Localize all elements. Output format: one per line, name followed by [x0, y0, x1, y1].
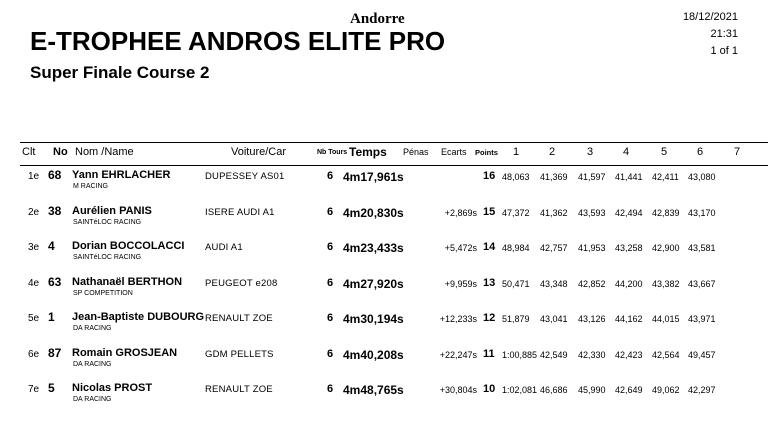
header-top-rule	[20, 142, 768, 143]
gap-to-leader: +12,233s	[439, 314, 477, 324]
car-model: AUDI A1	[205, 242, 243, 253]
points: 16	[483, 170, 496, 182]
lap-time-5: 43,382	[652, 278, 680, 289]
col-pens: Pénas	[403, 147, 429, 157]
total-time: 4m30,194s	[343, 312, 404, 326]
car-number: 5	[48, 381, 55, 395]
lap-time-3: 42,852	[578, 278, 606, 289]
session-subtitle: Super Finale Course 2	[30, 63, 210, 82]
points: 13	[483, 276, 496, 289]
lap-time-4: 44,200	[615, 278, 643, 289]
result-row	[0, 274, 768, 308]
lap-time-4: 42,423	[615, 349, 643, 360]
position: 5e	[28, 313, 40, 324]
car-model: GDM PELLETS	[205, 348, 274, 360]
driver-name: Romain GROSJEAN	[72, 346, 178, 359]
lap-time-1: 51,879	[502, 314, 530, 324]
lap-time-5: 42,411	[652, 172, 679, 182]
position: 7e	[28, 384, 40, 395]
lap-count: 6	[327, 347, 334, 360]
col-name: Nom /Name	[75, 146, 134, 158]
position: 2e	[28, 206, 40, 218]
points: 14	[483, 241, 496, 253]
gap-to-leader: +22,247s	[439, 349, 477, 360]
col-car: Voiture/Car	[231, 146, 287, 158]
gap-to-leader: +2,869s	[444, 207, 477, 218]
col-laps: Nb Tours	[317, 149, 348, 156]
car-number: 63	[48, 274, 62, 289]
car-number: 1	[48, 310, 55, 324]
report-time: 21:31	[710, 28, 738, 40]
team-name: SAINTéLOC RACING	[73, 254, 142, 261]
car-model: PEUGEOT e208	[205, 277, 278, 289]
team-name: DA RACING	[73, 396, 112, 403]
points: 15	[483, 205, 496, 218]
total-time: 4m20,830s	[343, 205, 404, 220]
result-row	[0, 380, 768, 414]
result-row	[0, 167, 768, 201]
lap-time-6: 43,667	[688, 278, 716, 289]
team-name: M RACING	[73, 183, 108, 190]
col-lap-7: 7	[734, 146, 741, 158]
position: 3e	[28, 242, 40, 253]
lap-time-2: 43,348	[540, 278, 568, 289]
col-time: Temps	[349, 145, 387, 159]
points: 10	[483, 383, 496, 395]
lap-count: 6	[327, 205, 334, 218]
driver-name: Nathanaël BERTHON	[72, 275, 183, 288]
lap-time-5: 49,062	[652, 385, 680, 395]
driver-name: Jean-Baptiste DUBOURG	[72, 311, 205, 323]
gap-to-leader: +9,959s	[444, 278, 477, 289]
lap-time-1: 48,063	[502, 172, 530, 182]
lap-time-3: 41,953	[578, 243, 606, 253]
col-lap-1: 1	[513, 146, 520, 158]
lap-time-5: 42,839	[652, 207, 680, 218]
total-time: 4m40,208s	[343, 347, 404, 362]
car-number: 4	[48, 239, 55, 253]
driver-name: Nicolas PROST	[72, 382, 153, 394]
points: 12	[483, 312, 496, 324]
car-number: 38	[48, 203, 62, 218]
lap-time-5: 42,900	[652, 243, 680, 253]
lap-time-6: 43,170	[688, 207, 716, 218]
page-title: E-TROPHEE ANDROS ELITE PRO	[30, 26, 446, 56]
lap-time-2: 42,757	[540, 243, 568, 253]
total-time: 4m48,765s	[343, 383, 404, 397]
header-bottom-rule	[20, 165, 768, 166]
lap-time-3: 43,593	[578, 207, 606, 218]
lap-time-3: 42,330	[578, 349, 606, 360]
driver-name: Dorian BOCCOLACCI	[72, 240, 185, 252]
lap-time-1: 1:02,081	[502, 385, 538, 395]
total-time: 4m27,920s	[343, 276, 404, 291]
result-row	[0, 309, 768, 343]
car-model: ISERE AUDI A1	[205, 206, 275, 218]
position: 6e	[28, 348, 40, 360]
lap-time-4: 42,494	[615, 207, 643, 218]
lap-count: 6	[327, 276, 334, 289]
lap-time-1: 48,984	[502, 243, 530, 253]
lap-count: 6	[327, 170, 334, 182]
lap-count: 6	[327, 241, 334, 253]
lap-time-3: 45,990	[578, 385, 606, 395]
driver-name: Aurélien PANIS	[72, 204, 152, 217]
lap-count: 6	[327, 383, 334, 395]
lap-time-1: 50,471	[502, 278, 530, 289]
lap-time-4: 42,649	[615, 385, 643, 395]
col-clt: Clt	[22, 146, 36, 158]
report-date: 18/12/2021	[682, 11, 738, 23]
lap-time-3: 41,597	[578, 172, 606, 182]
total-time: 4m23,433s	[343, 241, 404, 255]
lap-time-6: 49,457	[688, 349, 716, 360]
team-name: SP COMPETITION	[73, 289, 133, 297]
car-number: 87	[48, 345, 62, 360]
points: 11	[483, 347, 495, 360]
lap-time-2: 42,549	[540, 349, 568, 360]
col-lap-4: 4	[623, 146, 630, 158]
lap-time-6: 43,581	[688, 243, 716, 253]
gap-to-leader: +30,804s	[439, 385, 477, 395]
col-points: Points	[475, 148, 498, 157]
car-number: 68	[48, 168, 62, 182]
position: 1e	[28, 171, 40, 182]
lap-time-5: 44,015	[652, 314, 680, 324]
col-lap-6: 6	[697, 146, 704, 158]
car-model: RENAULT ZOE	[205, 313, 273, 324]
result-row	[0, 238, 768, 272]
venue-name: Andorre	[350, 11, 405, 27]
lap-time-4: 44,162	[615, 314, 643, 324]
lap-time-2: 46,686	[540, 385, 568, 395]
team-name: DA RACING	[73, 360, 112, 368]
total-time: 4m17,961s	[343, 170, 404, 184]
lap-time-1: 1:00,885	[502, 349, 538, 360]
lap-time-6: 43,971	[688, 314, 716, 324]
lap-count: 6	[327, 312, 334, 324]
lap-time-3: 43,126	[578, 314, 606, 324]
lap-time-6: 43,080	[688, 172, 716, 182]
gap-to-leader: +5,472s	[444, 243, 477, 253]
team-name: DA RACING	[73, 325, 112, 332]
lap-time-1: 47,372	[502, 207, 530, 218]
lap-time-6: 42,297	[688, 385, 716, 395]
col-no: No	[53, 146, 68, 158]
team-name: SAINTéLOC RACING	[73, 218, 142, 226]
position: 4e	[28, 277, 40, 289]
col-gaps: Ecarts	[441, 147, 467, 157]
driver-name: Yann EHRLACHER	[72, 169, 171, 181]
result-row	[0, 345, 768, 379]
col-lap-5: 5	[661, 146, 668, 158]
lap-time-2: 43,041	[540, 314, 568, 324]
col-lap-3: 3	[587, 146, 594, 158]
car-model: RENAULT ZOE	[205, 384, 273, 395]
lap-time-2: 41,362	[540, 207, 568, 218]
lap-time-5: 42,564	[652, 349, 680, 360]
result-row	[0, 203, 768, 237]
car-model: DUPESSEY AS01	[205, 171, 285, 182]
page-indicator: 1 of 1	[710, 45, 738, 57]
lap-time-4: 43,258	[615, 243, 643, 253]
col-lap-2: 2	[549, 146, 556, 158]
lap-time-4: 41,441	[615, 172, 643, 182]
lap-time-2: 41,369	[540, 172, 568, 182]
